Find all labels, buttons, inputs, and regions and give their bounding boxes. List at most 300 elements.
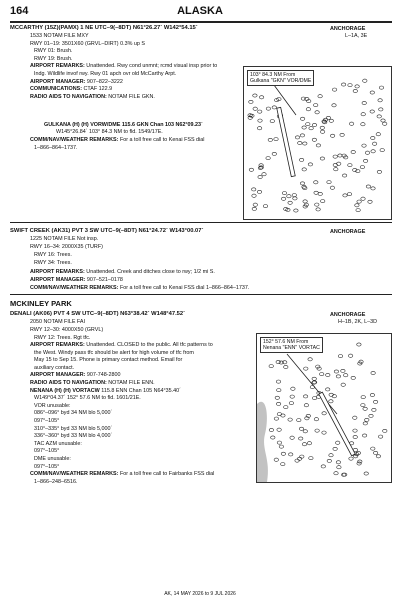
tree-symbol [276,360,280,363]
text-line [30,79,240,87]
text-line [30,456,242,464]
tree-symbol [266,157,270,160]
tree-symbol [373,451,377,454]
tree-symbol [277,413,281,416]
denali-runway [319,392,355,456]
tree-symbol [343,194,347,197]
tree-symbol [336,441,340,444]
tree-symbol [249,100,253,103]
tree-symbol [253,94,257,97]
tree-symbol [334,370,338,373]
tree-symbol [279,445,283,448]
mckinley-section-title: MCKINLEY PARK [10,299,72,308]
tree-symbol [353,435,357,438]
tree-symbol [372,408,376,411]
tree-symbol [337,466,341,469]
denali-rwy12: RWY 12: Trees. Rgt tfc. [34,335,91,341]
line-label: COMMUNICATIONS: [30,86,83,93]
line-label: RADIO AIDS TO NAVIGATION: [30,379,107,386]
line-label: COMM/NAV/WEATHER REMARKS: [30,471,119,478]
tree-symbol [309,127,313,130]
tree-symbol [295,136,299,139]
tree-symbol [298,141,302,144]
mccarthy-navaid-2: W145°26.84´ 103° 84.3 NM to fld. 1549/17E. [56,129,163,135]
text-line [30,479,242,487]
tree-symbol [336,461,340,464]
tree-symbol [294,209,298,212]
tree-symbol [334,472,338,475]
tree-symbol [303,395,307,398]
line-label: AIRPORT MANAGER: [30,372,86,379]
line-text: Unattended. CLOSED to the public. All tfc patterns to [84,342,213,348]
tree-symbol [263,205,267,208]
tree-symbol [284,365,288,368]
tree-symbol [262,173,266,176]
tree-symbol [292,194,296,197]
tree-symbol [361,396,365,399]
text-line [30,388,242,396]
tree-symbol [361,123,365,126]
mccarthy-diagram-svg [244,67,391,219]
tree-symbol [289,402,293,405]
tree-symbol [297,419,301,422]
tree-symbol [312,123,316,126]
line-label: RADIO AIDS TO NAVIGATION: [30,94,107,101]
line-text: W149°04.37´ 152° 57.6 NM to fld. 1601/21E. [34,395,141,402]
text-line [30,395,242,403]
tree-symbol [306,108,310,111]
tree-symbol [326,388,330,391]
text-line [30,284,350,292]
tree-symbol [290,436,294,439]
tree-symbol [363,79,367,82]
tree-symbol [320,130,324,133]
tree-symbol [320,157,324,160]
tree-symbol [300,182,304,185]
tree-symbol [365,151,369,154]
tree-symbol [342,174,346,177]
tree-symbol [366,185,370,188]
tree-symbol [302,443,306,446]
line-text: 115.8 ENN Chan 105 N64°35.40´ [99,387,181,394]
line-text: Unattended. Rwy cond unmnt; rcmd visual insp prior to [84,63,218,69]
tree-symbol [276,380,280,383]
tree-symbol [383,122,387,125]
tree-symbol [381,119,385,122]
denali-elev: 2050 NOTAM FILE FAI [30,319,86,325]
line-label: AIRPORT REMARKS: [30,63,85,69]
line-text: For a toll free call to Kenai FSS dial 1–866–864–1737. [118,285,250,291]
text-line [30,357,242,365]
tree-symbol [318,192,322,195]
line-text: 086°–096° byd 34 NM blo 5,000´ [34,410,113,417]
denali-terrain-shading [257,402,268,482]
page-number: 164 [10,5,29,17]
line-label: COMM/NAV/WEATHER REMARKS: [30,285,119,291]
tree-symbol [372,142,376,145]
mccarthy-title: MCCARTHY (15Z)(PAMX) 1 NE UTC–9(–8DT) N61°26.27´ W142°54.15´ [10,25,198,31]
mccarthy-runway [277,107,295,176]
swift-title: SWIFT CREEK (AK31) PVT 3 SW UTC–9(–8DT) N61°24.72´ W143°00.07´ [10,228,204,234]
tree-symbol [269,365,273,368]
text-line [30,342,242,350]
tree-symbol [333,155,337,158]
tree-symbol [322,431,326,434]
tree-symbol [322,412,326,415]
tree-symbol [303,200,307,203]
denali-navaid-callout: 152° 57.6 NM From Nenana "ENN" VORTAC [260,337,323,353]
section-rule-2 [10,294,392,295]
tree-symbol [326,116,330,119]
tree-symbol [308,358,312,361]
mccarthy-navaid-callout: 103° 84.3 NM From Gulkana "GKN" VOR/DME [247,70,314,86]
tree-symbol [365,418,369,421]
mccarthy-region: ANCHORAGE [330,26,366,32]
tree-symbol [300,117,304,120]
tree-symbol [316,208,320,211]
line-text: 1–866–248–6516. [34,478,78,485]
line-text: Unattended. Creek and ditches close to rwy; 1/2 mi S. [84,269,215,275]
tree-symbol [349,457,353,460]
state-title: ALASKA [177,5,223,17]
tree-symbol [274,417,278,420]
mccarthy-navaid-1: GULKANA (H) (H) VORW/DME 115.6 GKN Chan 103 N62°09.23´ [44,122,203,128]
text-line [30,268,350,276]
tree-symbol [330,186,334,189]
line-text: NOTAM FILE GKN. [106,94,155,101]
tree-symbol [314,104,318,107]
text-line [30,86,240,94]
line-text: 097°–105° [34,448,60,455]
tree-symbol [314,418,318,421]
tree-symbol [363,159,367,162]
tree-symbol [378,99,382,102]
tree-symbol [299,158,303,161]
tree-symbol [329,119,333,122]
tree-symbol [279,361,283,364]
tree-symbol [303,142,307,145]
tree-symbol [351,150,355,153]
tree-symbol [338,154,342,157]
tree-symbol [257,190,261,193]
tree-symbol [309,457,313,460]
tree-symbol [252,194,256,197]
tree-symbol [249,168,253,171]
tree-symbol [252,207,256,210]
tree-symbol [330,134,334,137]
line-text: Indg. Wildlife invof rwy. Rwy 01 apch ovr old McCarthy Arpt. [34,70,177,77]
tree-symbol [355,204,359,207]
denali-airport-diagram [256,333,392,483]
tree-symbol [321,465,325,468]
tree-symbol [336,375,340,378]
tree-symbol [302,185,306,188]
tree-symbol [318,95,322,98]
tree-symbol [253,107,257,110]
tree-symbol [306,123,310,126]
tree-symbol [312,397,316,400]
tree-symbol [353,416,357,419]
tree-symbol [312,138,316,141]
text-line [30,276,350,284]
tree-symbol [299,437,303,440]
tree-symbol [314,181,318,184]
tree-symbol [281,463,285,466]
tree-symbol [270,120,274,123]
tree-symbol [371,136,375,139]
tree-symbol [380,149,384,152]
tree-symbol [361,197,365,200]
tree-symbol [308,163,312,166]
tree-symbol [302,126,306,129]
tree-symbol [371,187,375,190]
tree-symbol [379,86,383,89]
tree-symbol [315,111,319,114]
line-text: NOTAM FILE ENN. [106,379,155,386]
line-label: AIRPORT REMARKS: [30,269,85,275]
tree-symbol [329,400,333,403]
line-text: 907–822–3222 [85,78,123,85]
text-line [30,433,242,441]
tree-symbol [315,203,319,206]
tree-symbol [332,104,336,107]
tree-symbol [371,371,375,374]
mccarthy-comm-2: 1–866–864–1737. [34,145,78,151]
tree-symbol [288,418,292,421]
swift-rwy34: RWY 34: Trees. [34,260,72,266]
tree-symbol [332,88,336,91]
tree-symbol [360,166,364,169]
section-rule-1 [10,222,392,223]
tree-symbol [303,430,307,433]
tree-symbol [361,404,365,407]
tree-symbol [348,354,352,357]
tree-symbol [371,150,375,153]
tree-symbol [344,374,348,377]
tree-symbol [317,367,321,370]
tree-symbol [281,197,285,200]
text-line [30,410,242,418]
line-text: 097°–105° [34,417,60,424]
tree-symbol [314,191,318,194]
tree-symbol [284,406,288,409]
tree-symbol [383,429,387,432]
tree-symbol [353,89,357,92]
text-line [30,63,240,71]
tree-symbol [315,429,319,432]
text-line [30,426,242,434]
text-line [30,94,240,102]
tree-symbol [378,435,382,438]
tree-symbol [300,134,304,137]
tree-symbol [333,447,337,450]
text-line [30,464,242,472]
tree-symbol [304,404,308,407]
tree-symbol [377,115,381,118]
swift-elev: 1225 NOTAM FILE Not insp. [30,236,99,242]
mccarthy-rwy: RWY 01–19: 3501X60 (GRVL–DIRT) 0.3% up S [30,41,145,47]
tree-symbol [321,200,325,203]
line-label: NENANA (H) (H) VORTACW [30,387,100,394]
tree-symbol [334,168,338,171]
swift-region: ANCHORAGE [330,229,366,235]
tree-symbol [293,197,297,200]
line-text: the West. Windy pass tfc should be alert for high volume of tfc from [34,349,194,356]
tree-symbol [326,373,330,376]
line-text: 907-748-2800 [85,372,121,379]
tree-symbol [253,203,257,206]
tree-symbol [341,83,345,86]
tree-symbol [351,376,355,379]
swift-rwy: RWY 16–34: 2000X35 (TURF) [30,244,103,250]
mccarthy-rwy01: RWY 01: Brush. [34,48,73,54]
tree-symbol [277,389,281,392]
line-text: VOR unusable: [34,402,71,409]
tree-symbol [290,395,294,398]
tree-symbol [373,400,377,403]
tree-symbol [258,110,262,113]
text-line [30,71,240,79]
tree-symbol [259,96,263,99]
tree-symbol [362,144,366,147]
tree-symbol [289,453,293,456]
swift-remarks [30,268,350,292]
line-text: auxiliary contact. [34,364,75,371]
tree-symbol [258,119,262,122]
line-label: AIRPORT REMARKS: [30,342,85,348]
line-text: 097°–105° [34,463,60,470]
text-line [30,380,242,388]
denali-chart-ref: H–1B, 2K, L–3D [338,319,377,325]
text-line [30,448,242,456]
tree-symbol [379,108,383,111]
text-line [30,418,242,426]
text-line [30,403,242,411]
denali-title: DENALI (AK06) PVT 4 SW UTC–9(–8DT) N63°38.42´ W148°47.52´ [10,311,186,317]
text-line [30,350,242,358]
tree-symbol [268,138,272,141]
tree-symbol [320,126,324,129]
tree-symbol [341,369,345,372]
line-label: AIRPORT MANAGER: [30,277,86,283]
denali-region: ANCHORAGE [330,312,366,318]
tree-symbol [282,192,286,195]
tree-symbol [287,195,291,198]
tree-symbol [370,110,374,113]
mccarthy-comm: COMM/NAV/WEATHER REMARKS: For a toll free call to Kenai FSS dial [30,137,205,143]
tree-symbol [277,441,281,444]
tree-symbol [340,133,344,136]
line-text: DME unusable: [34,455,71,462]
tree-symbol [363,407,367,410]
mccarthy-remarks [30,63,240,102]
mccarthy-elev: 1533 NOTAM FILE MXY [30,33,89,39]
tree-symbol [329,454,333,457]
tree-symbol [304,367,308,370]
tree-symbol [327,459,331,462]
tree-symbol [269,428,273,431]
tree-symbol [320,373,324,376]
tree-symbol [272,106,276,109]
tree-symbol [257,127,261,130]
tree-symbol [370,91,374,94]
tree-symbol [353,429,357,432]
tree-symbol [363,422,367,425]
tree-symbol [288,201,292,204]
tree-symbol [371,447,375,450]
tree-symbol [357,343,361,346]
tree-symbol [338,355,342,358]
line-text: 336°–360° byd 33 NM blo 4,000´ [34,433,113,440]
tree-symbol [370,393,374,396]
page-footer: AK, 14 MAY 2026 to 9 JUL 2026 [164,591,236,597]
tree-symbol [281,452,285,455]
tree-symbol [364,472,368,475]
header-rule [10,21,392,23]
denali-diagram-svg [257,334,391,482]
mccarthy-rwy19: RWY 19: Brush. [34,56,73,62]
tree-symbol [274,138,278,141]
tree-symbol [307,442,311,445]
tree-symbol [355,85,359,88]
line-text: May 15 to Sep 15. Phone is primary contact method. Email for [34,357,183,364]
tree-symbol [271,436,275,439]
tree-symbol [312,377,316,380]
denali-remarks [30,342,242,486]
tree-symbol [252,188,256,191]
tree-symbol [376,133,380,136]
tree-symbol [316,144,320,147]
line-text: 907–521–0178 [85,277,123,283]
tree-symbol [341,383,345,386]
text-line [30,365,242,373]
tree-symbol [356,209,360,212]
tree-symbol [272,152,276,155]
tree-symbol [348,164,352,167]
swift-rwy16: RWY 16: Trees. [34,252,72,258]
tree-symbol [302,168,306,171]
line-text: 310°–335° byd 33 NM blo 5,000´ [34,425,113,432]
line-text: TAC AZM unusable: [34,440,82,447]
tree-symbol [357,200,361,203]
tree-symbol [376,455,380,458]
tree-symbol [358,460,362,463]
denali-rwy: RWY 12–30: 4000X50 (GRVL) [30,327,104,333]
tree-symbol [362,434,366,437]
line-text: For a toll free call to Fairbanks FSS dial [118,471,215,478]
tree-symbol [348,84,352,87]
tree-symbol [276,402,280,405]
line-label: AIRPORT MANAGER: [30,78,86,85]
tree-symbol [377,170,381,173]
tree-symbol [316,365,320,368]
tree-symbol [258,175,262,178]
tree-symbol [275,396,279,399]
line-text: CTAF 122.9 [82,86,113,93]
text-line [30,372,242,380]
tree-symbol [369,414,373,417]
tree-symbol [353,455,357,458]
tree-symbol [327,181,331,184]
text-line [30,471,242,479]
text-line [30,441,242,449]
tree-symbol [266,107,270,110]
tree-symbol [291,387,295,390]
tree-symbol [277,428,281,431]
tree-symbol [361,113,365,116]
tree-symbol [362,101,366,104]
tree-symbol [349,122,353,125]
